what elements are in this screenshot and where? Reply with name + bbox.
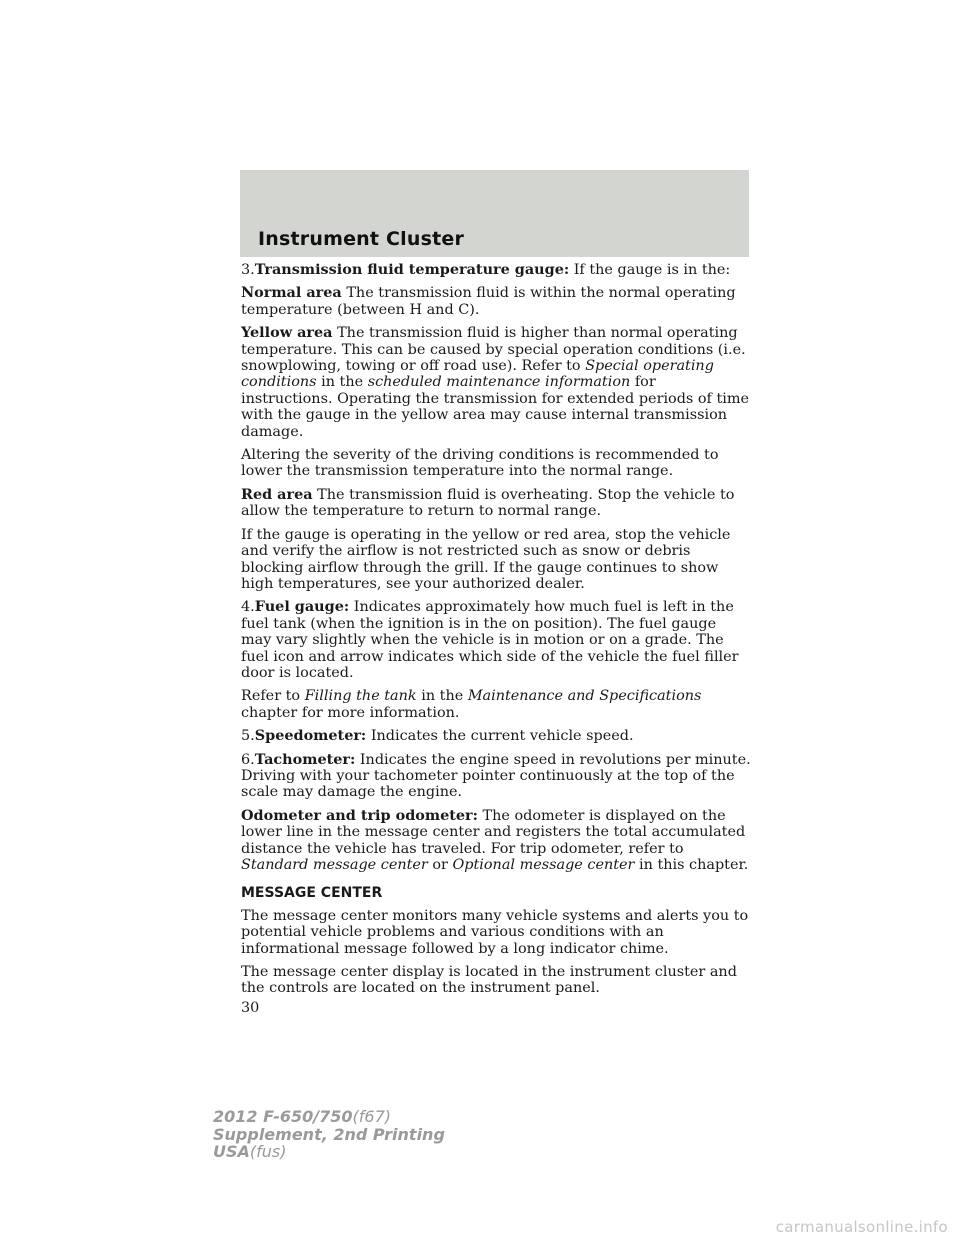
footer-market-code: (fus) [249, 1142, 287, 1161]
footer-market: USA [213, 1142, 250, 1161]
paragraph-text: or [432, 857, 448, 873]
cross-reference: Filling the tank [304, 688, 417, 705]
cross-reference: Maintenance and Specifications [467, 688, 702, 705]
term-label: Red area [241, 485, 313, 503]
footer-line-market [213, 1143, 445, 1161]
cross-reference: Optional message center [452, 857, 635, 873]
item-number: 4. [241, 599, 255, 616]
term-label: Odometer and trip odometer: [241, 806, 478, 824]
paragraph-text: for instructions. Operating the transmission for extended periods of time with the gauge in the yellow area may cause internal transmission damage. [241, 374, 750, 440]
paragraph-normal-area [241, 285, 751, 318]
paragraph-text: The transmission fluid is overheating. Stop the vehicle to allow the temperature to return to normal range. [241, 486, 735, 520]
footer-model: 2012 F-650/750 [213, 1107, 353, 1126]
paragraph-text: chapter for more information. [241, 704, 460, 721]
paragraph-text: in the [321, 374, 364, 391]
cross-reference: Special operating conditions [241, 358, 714, 391]
paragraph-message-center-intro: The message center monitors many vehicle systems and alerts you to potential vehicle problems and various conditions with an informational message followed by a long indicator chime. [241, 907, 749, 957]
term-label: Fuel gauge: [254, 598, 350, 616]
watermark: carmanualsonline.info [775, 1218, 948, 1236]
paragraph-text: The transmission fluid is higher than normal operating temperature. This can be caused by special operation conditions (i.e. snowplowing, towing or off road use). Refer to [241, 325, 746, 375]
paragraph-text: Indicates the current vehicle speed. [370, 728, 634, 745]
page-number: 30 [241, 1000, 260, 1016]
section-header-band [240, 170, 749, 257]
paragraph-text: in this chapter. [639, 857, 749, 873]
paragraph-text: Indicates approximately how much fuel is left in the fuel tank (when the ignition is in the on position). The fuel gauge may vary slightly when the vehicle is in motion or on a grade. The fuel icon and arrow indicates which side of the vehicle the fuel filler door is located. [241, 599, 739, 681]
footer-model-code: (f67) [352, 1107, 391, 1126]
footer-line-model [213, 1108, 445, 1126]
paragraph-filling-reference [241, 688, 751, 721]
term-label: Transmission fluid temperature gauge: [254, 261, 570, 278]
paragraph-transmission-gauge [241, 262, 751, 278]
paragraph-airflow-warning: If the gauge is operating in the yellow or red area, stop the vehicle and verify the airflow is not restricted such as snow or debris blocking airflow through the grill. If the gauge continues to show high temperatures, see your authorized dealer. [241, 526, 731, 592]
paragraph-text: The odometer is displayed on the lower line in the message center and registers the total accumulated distance the vehicle has traveled. For trip odometer, refer to [241, 807, 746, 857]
paragraph-text: The transmission fluid is within the normal operating temperature (between H and C). [241, 285, 736, 318]
term-label: Tachometer: [254, 750, 356, 768]
paragraph-tachometer [241, 752, 751, 801]
paragraph-fuel-gauge [241, 599, 751, 681]
item-number: 5. [241, 728, 255, 745]
paragraph-text: Refer to [241, 688, 301, 705]
paragraph-text: If the gauge is in the: [573, 262, 731, 278]
paragraph-text: Indicates the engine speed in revolutions per minute. Driving with your tachometer pointer continuously at the top of the scale may damage the engine. [241, 751, 751, 801]
paragraph-altering-conditions: Altering the severity of the driving conditions is recommended to lower the transmission temperature into the normal range. [241, 447, 719, 480]
term-label: Speedometer: [254, 727, 367, 745]
paragraph-odometer [241, 808, 751, 874]
paragraph-text: in the [421, 688, 464, 705]
paragraph-message-center-location: The message center display is located in the instrument cluster and the controls are located on the instrument panel. [241, 964, 737, 997]
section-heading-message-center: MESSAGE CENTER [241, 885, 383, 902]
term-label: Yellow area [241, 324, 333, 342]
footer-line-printing: Supplement, 2nd Printing [213, 1124, 445, 1144]
cross-reference: Standard message center [241, 857, 428, 873]
paragraph-red-area [241, 487, 751, 520]
term-label: Normal area [241, 284, 342, 302]
cross-reference: scheduled maintenance information [367, 374, 631, 391]
item-number: 6. [241, 751, 255, 768]
item-number: 3. [241, 262, 255, 278]
page-body [241, 262, 751, 1004]
paragraph-speedometer [241, 728, 751, 744]
print-footer [213, 1108, 445, 1161]
paragraph-yellow-area [241, 325, 751, 440]
section-title: Instrument Cluster [258, 228, 465, 250]
